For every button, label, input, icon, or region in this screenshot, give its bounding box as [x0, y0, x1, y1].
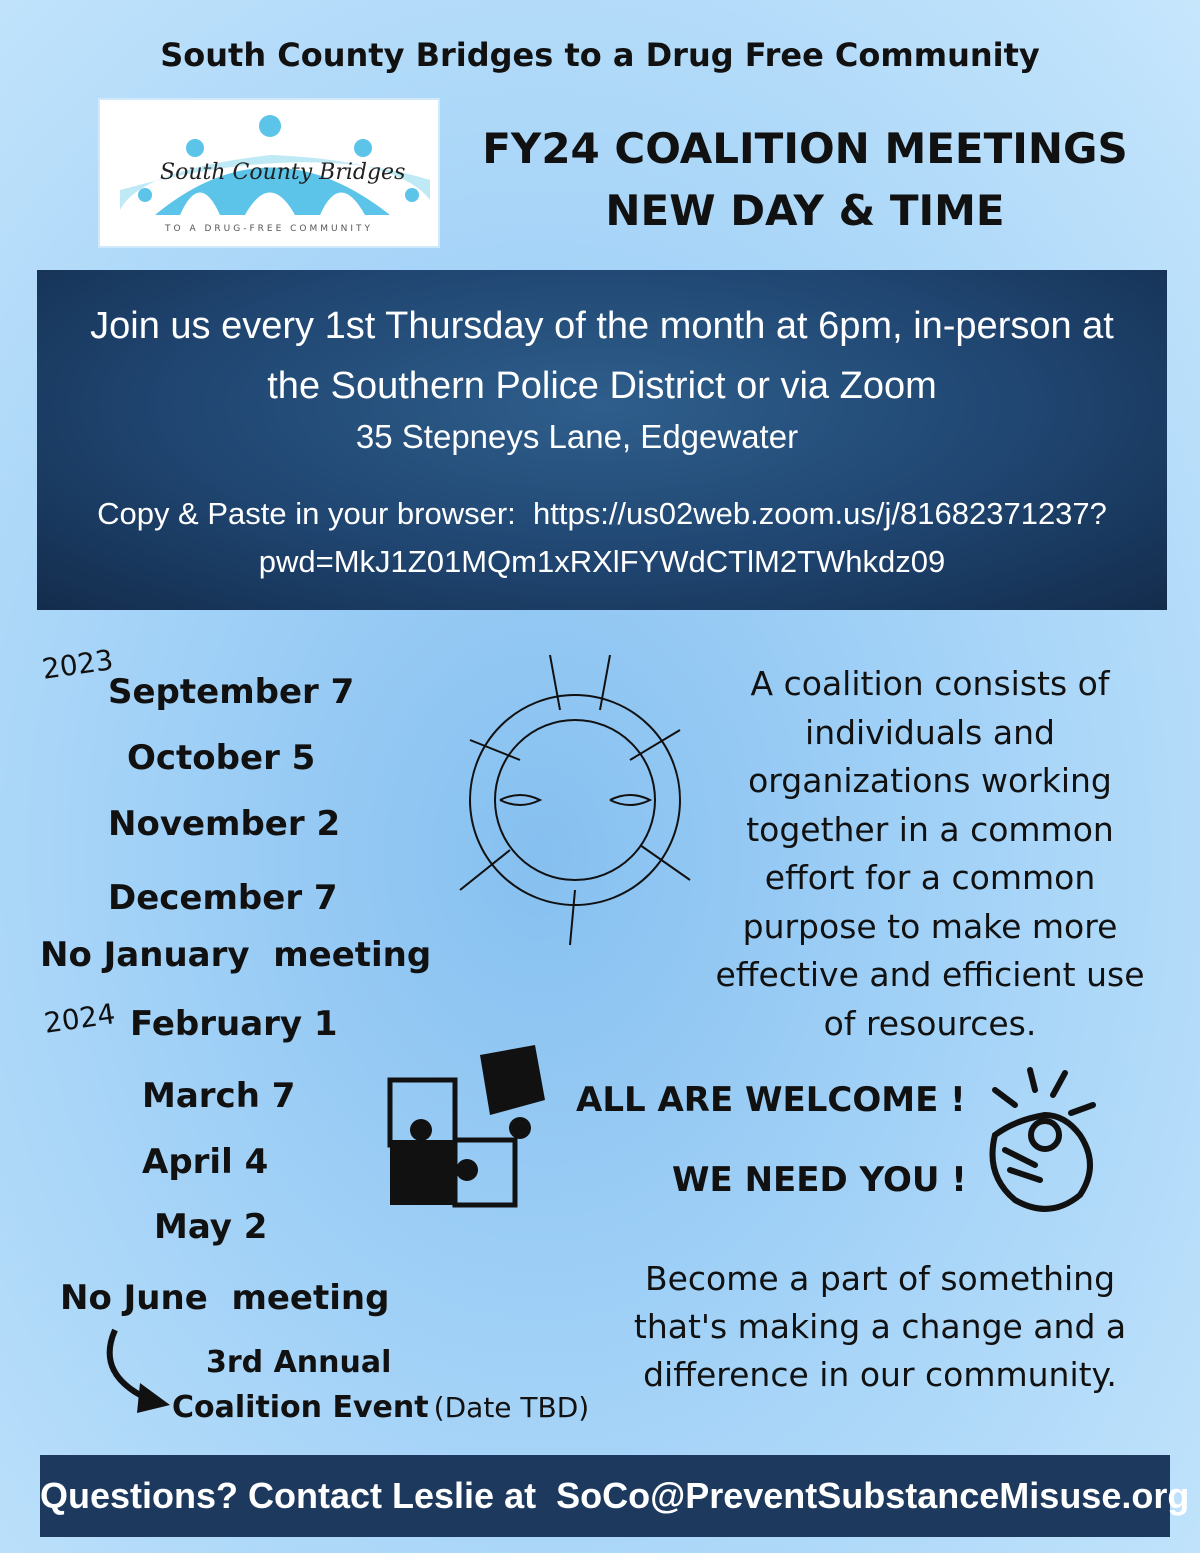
puzzle-pieces-icon [385, 1040, 555, 1210]
copy-label: Copy & Paste in your browser: [97, 496, 516, 531]
headline-2: NEW DAY & TIME [605, 186, 1005, 235]
all-welcome-text: ALL ARE WELCOME ! [576, 1080, 966, 1120]
date-item: September 7 [108, 672, 355, 712]
zoom-link-password[interactable]: pwd=MkJ1Z01MQm1xRXlFYWdCTlM2TWhkdz09 [258, 544, 946, 579]
headline-1: FY24 COALITION MEETINGS [482, 124, 1128, 173]
date-item: October 5 [127, 738, 316, 778]
date-item: March 7 [142, 1076, 296, 1116]
year-2023: 2023 [40, 643, 116, 686]
logo [98, 98, 440, 248]
date-item: No January meeting [40, 935, 432, 975]
logo-tagline: TO A DRUG-FREE COMMUNITY [165, 224, 373, 234]
coalition-description: A coalition consists of individuals and organizations working together in a common effort for a common purpose to make more effective and efficient use of resources. [715, 664, 1145, 1043]
date-item: December 7 [108, 878, 338, 918]
date-item: No June meeting [60, 1278, 390, 1318]
date-item: November 2 [108, 804, 341, 844]
banner-line-2: the Southern Police District or via Zoom [267, 365, 937, 407]
date-item: February 1 [130, 1004, 338, 1044]
date-item: May 2 [154, 1207, 268, 1247]
address: 35 Stepneys Lane, Edgewater [355, 418, 799, 455]
year-2024: 2024 [42, 997, 118, 1040]
event-line-1: 3rd Annual [206, 1345, 392, 1380]
pointing-hand-icon [975, 1065, 1105, 1220]
zoom-link[interactable]: https://us02web.zoom.us/j/81682371237? [533, 496, 1107, 531]
become-part-text: Become a part of something that's making a change and a difference in our community. [633, 1259, 1127, 1394]
event-line-2: Coalition Event [172, 1390, 429, 1425]
logo-script: South County Bridges [160, 160, 406, 185]
linked-hands-icon [430, 650, 720, 950]
contact-footer[interactable]: Questions? Contact Leslie at SoCo@PreventSubstanceMisuse.org [40, 1455, 1170, 1537]
curved-arrow-icon [95, 1325, 175, 1415]
org-title: South County Bridges to a Drug Free Community [160, 36, 1040, 74]
we-need-you-text: WE NEED YOU ! [672, 1160, 967, 1200]
headline [470, 118, 1140, 242]
banner-line-1: Join us every 1st Thursday of the month at 6pm, in-person at [90, 305, 1114, 347]
event-note: (Date TBD) [433, 1391, 590, 1424]
date-item: April 4 [142, 1142, 269, 1182]
meeting-info-banner [37, 270, 1167, 610]
